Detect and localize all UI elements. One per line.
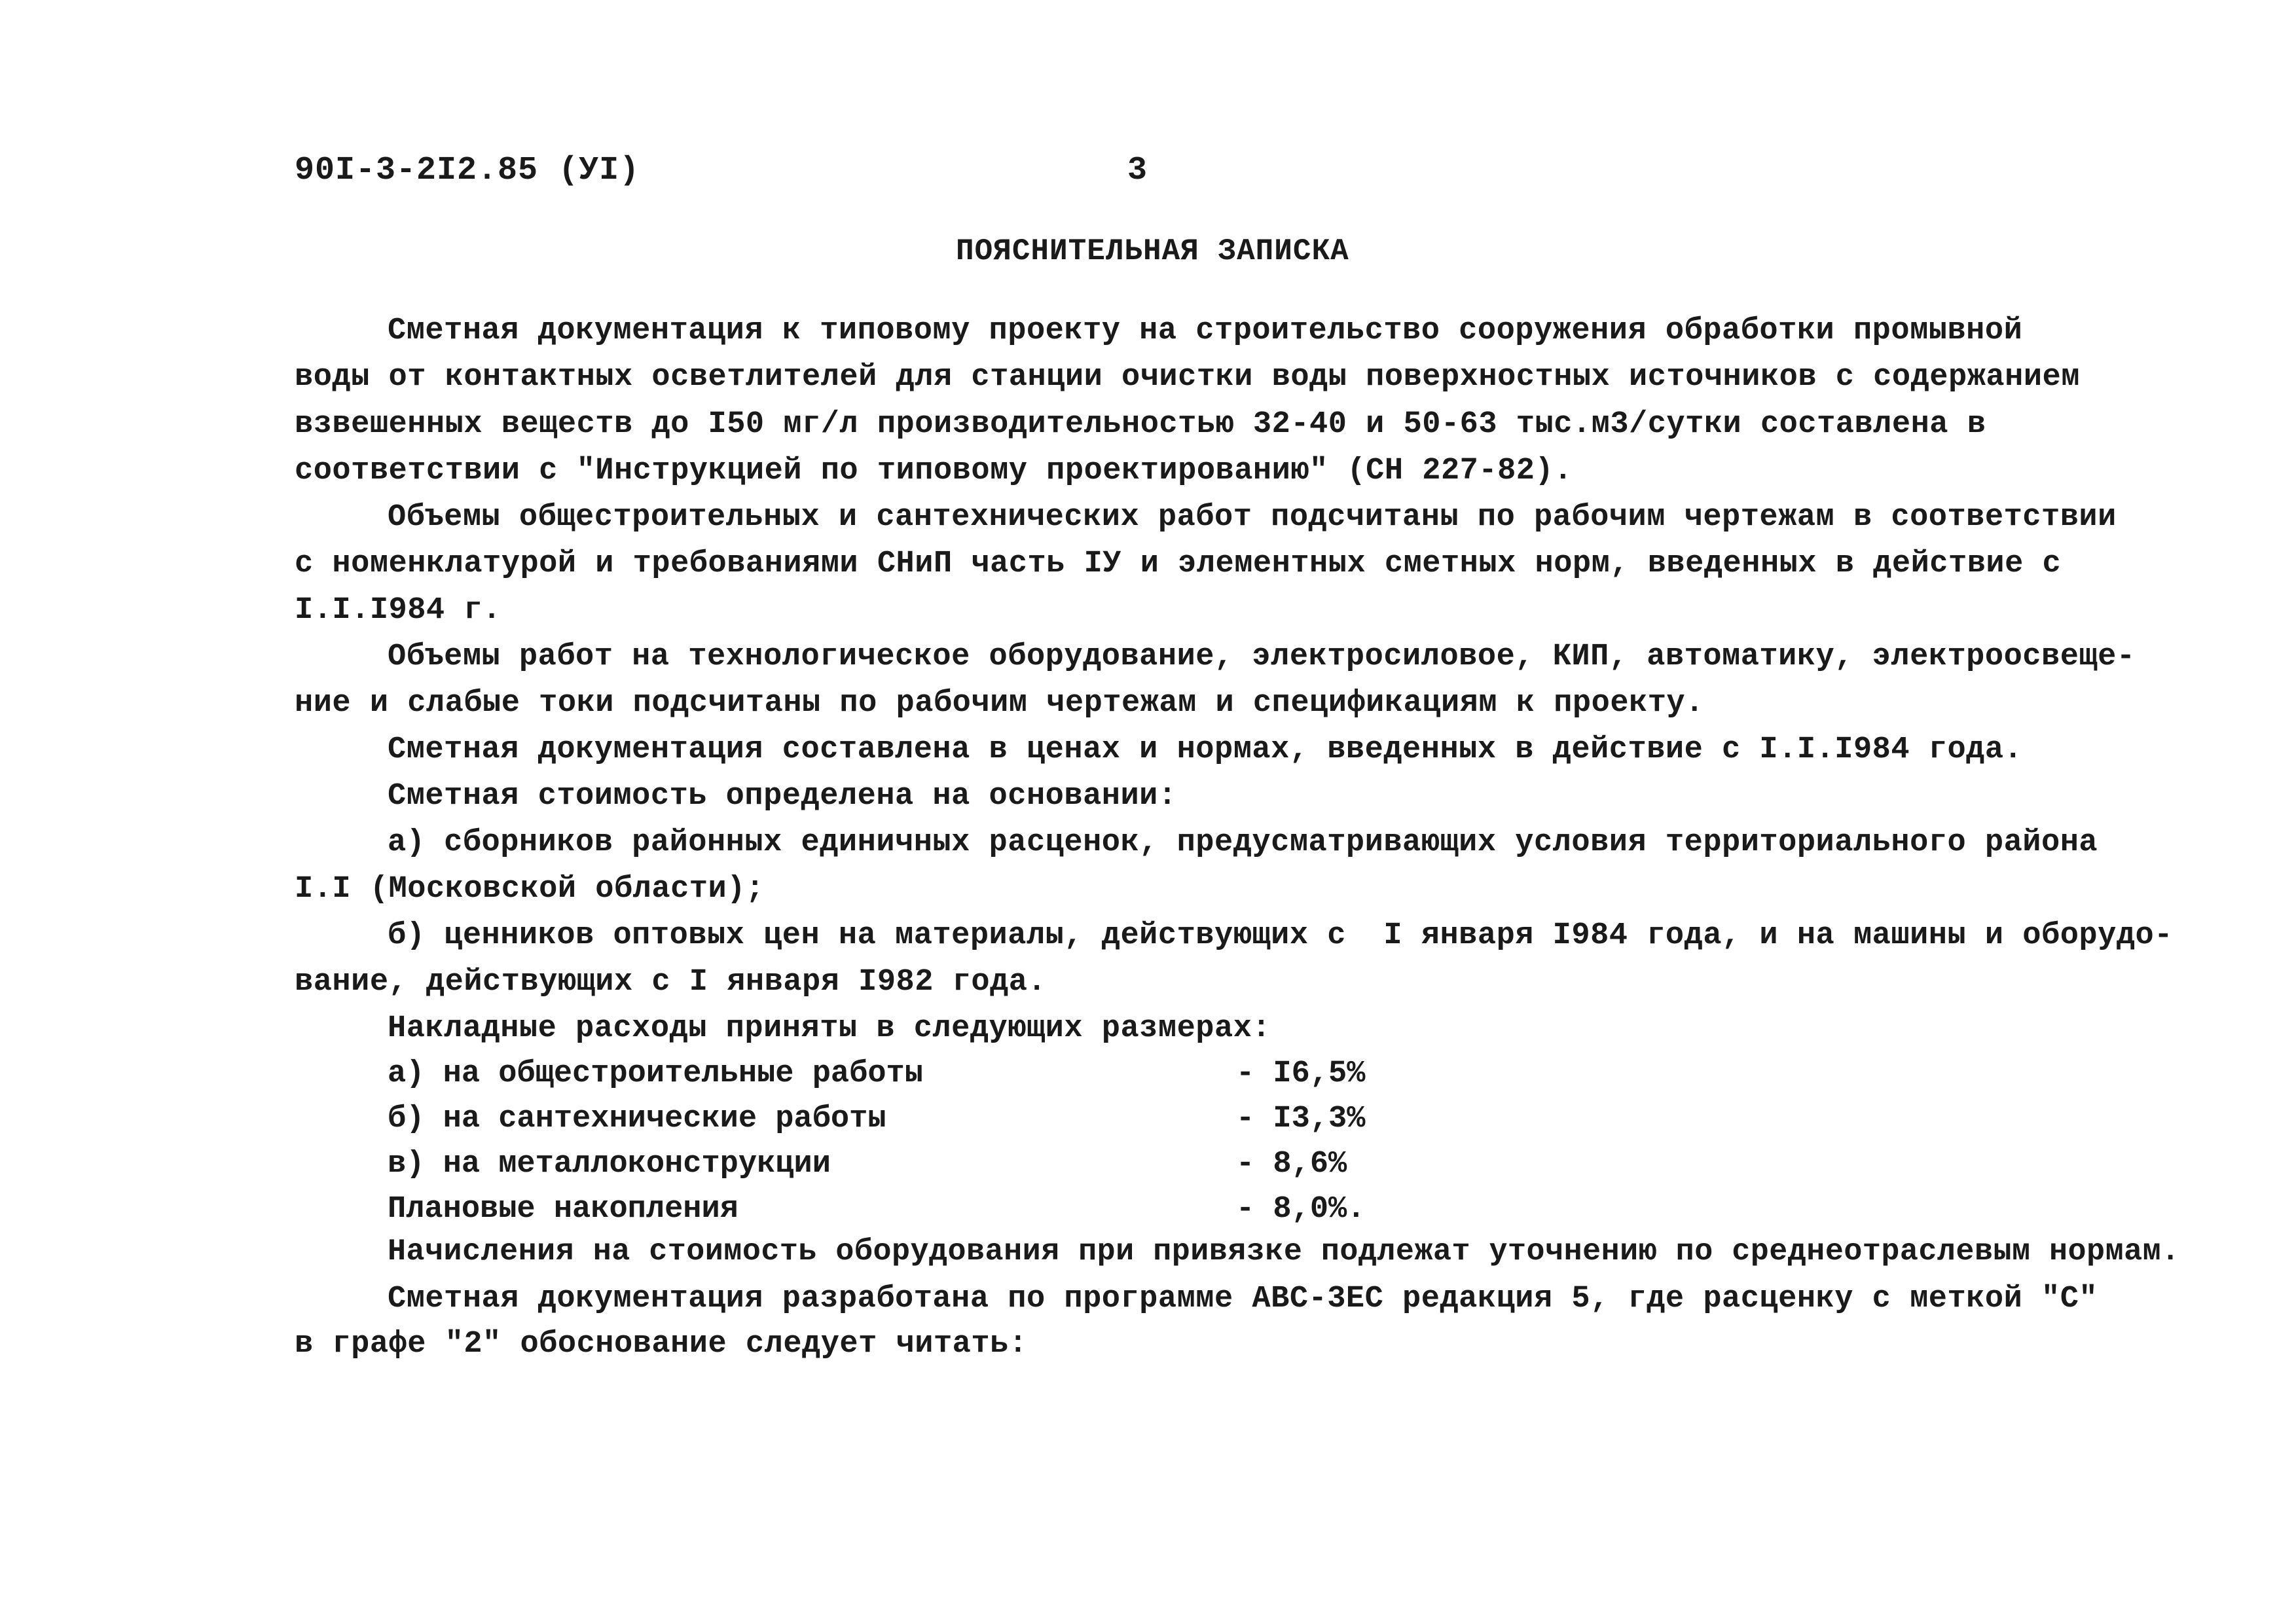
overhead-label: б) на сантехнические работы [388,1102,886,1136]
paragraph-line: I.I.I984 г. [295,593,501,628]
paragraph-line: б) ценников оптовых цен на материалы, действующих с I января I984 года, и на машины и оборудо- [388,918,2173,953]
overhead-value: - I6,5% [1236,1056,1366,1091]
paragraph-line: в графе "2" обоснование следует читать: [295,1327,1028,1362]
paragraph-line: I.I (Московской области); [295,872,765,907]
overhead-value: - I3,3% [1236,1102,1366,1136]
paragraph-line: Начисления на стоимость оборудования при привязке подлежат уточнению по среднеотраслевым нормам. [388,1235,2180,1269]
paragraph-line: с номенклатурой и требованиями СНиП часть IУ и элементных сметных норм, введенных в действие с [295,547,2062,581]
paragraph-line: а) сборников районных единичных расценок, предусматривающих условия территориального района [388,825,2098,860]
paragraph-line: Накладные расходы приняты в следующих размерах: [388,1011,1271,1046]
paragraph-line: ние и слабые токи подсчитаны по рабочим чертежам и спецификациям к проекту. [295,686,1704,721]
document-title: ПОЯСНИТЕЛЬНАЯ ЗАПИСКА [956,234,1349,268]
overhead-label: Плановые накопления [388,1192,738,1227]
paragraph-line: Сметная документация разработана по программе АВС-3ЕС редакция 5, где расценку с меткой "С" [388,1282,2098,1316]
paragraph-line: взвешенных веществ до I50 мг/л производительностью 32-40 и 50-63 тыс.м3/сутки составлена в [295,407,1986,442]
paragraph-line: соответствии с "Инструкцией по типовому проектированию" (СН 227-82). [295,454,1573,488]
overhead-label: а) на общестроительные работы [388,1056,923,1091]
overhead-value: - 8,0%. [1236,1192,1366,1227]
paragraph-line: Сметная документация к типовому проекту на строительство сооружения обработки промывной [388,314,2023,348]
paragraph-line: Сметная документация составлена в ценах и нормах, введенных в действие с I.I.I984 года. [388,732,2023,767]
page-number: 3 [1127,152,1148,189]
document-code: 90I-3-2I2.85 (УI) [295,152,640,189]
paragraph-line: Сметная стоимость определена на основании: [388,779,1177,814]
paragraph-line: вание, действующих с I января I982 года. [295,965,1047,1000]
paragraph-line: воды от контактных осветлителей для станции очистки воды поверхностных источников с содержанием [295,360,2080,395]
overhead-label: в) на металлоконструкции [388,1147,831,1182]
overhead-value: - 8,6% [1236,1147,1347,1182]
paragraph-line: Объемы работ на технологическое оборудование, электросиловое, КИП, автоматику, электроосвеще- [388,640,2136,674]
paragraph-line: Объемы общестроительных и сантехнических работ подсчитаны по рабочим чертежам в соответствии [388,500,2117,535]
